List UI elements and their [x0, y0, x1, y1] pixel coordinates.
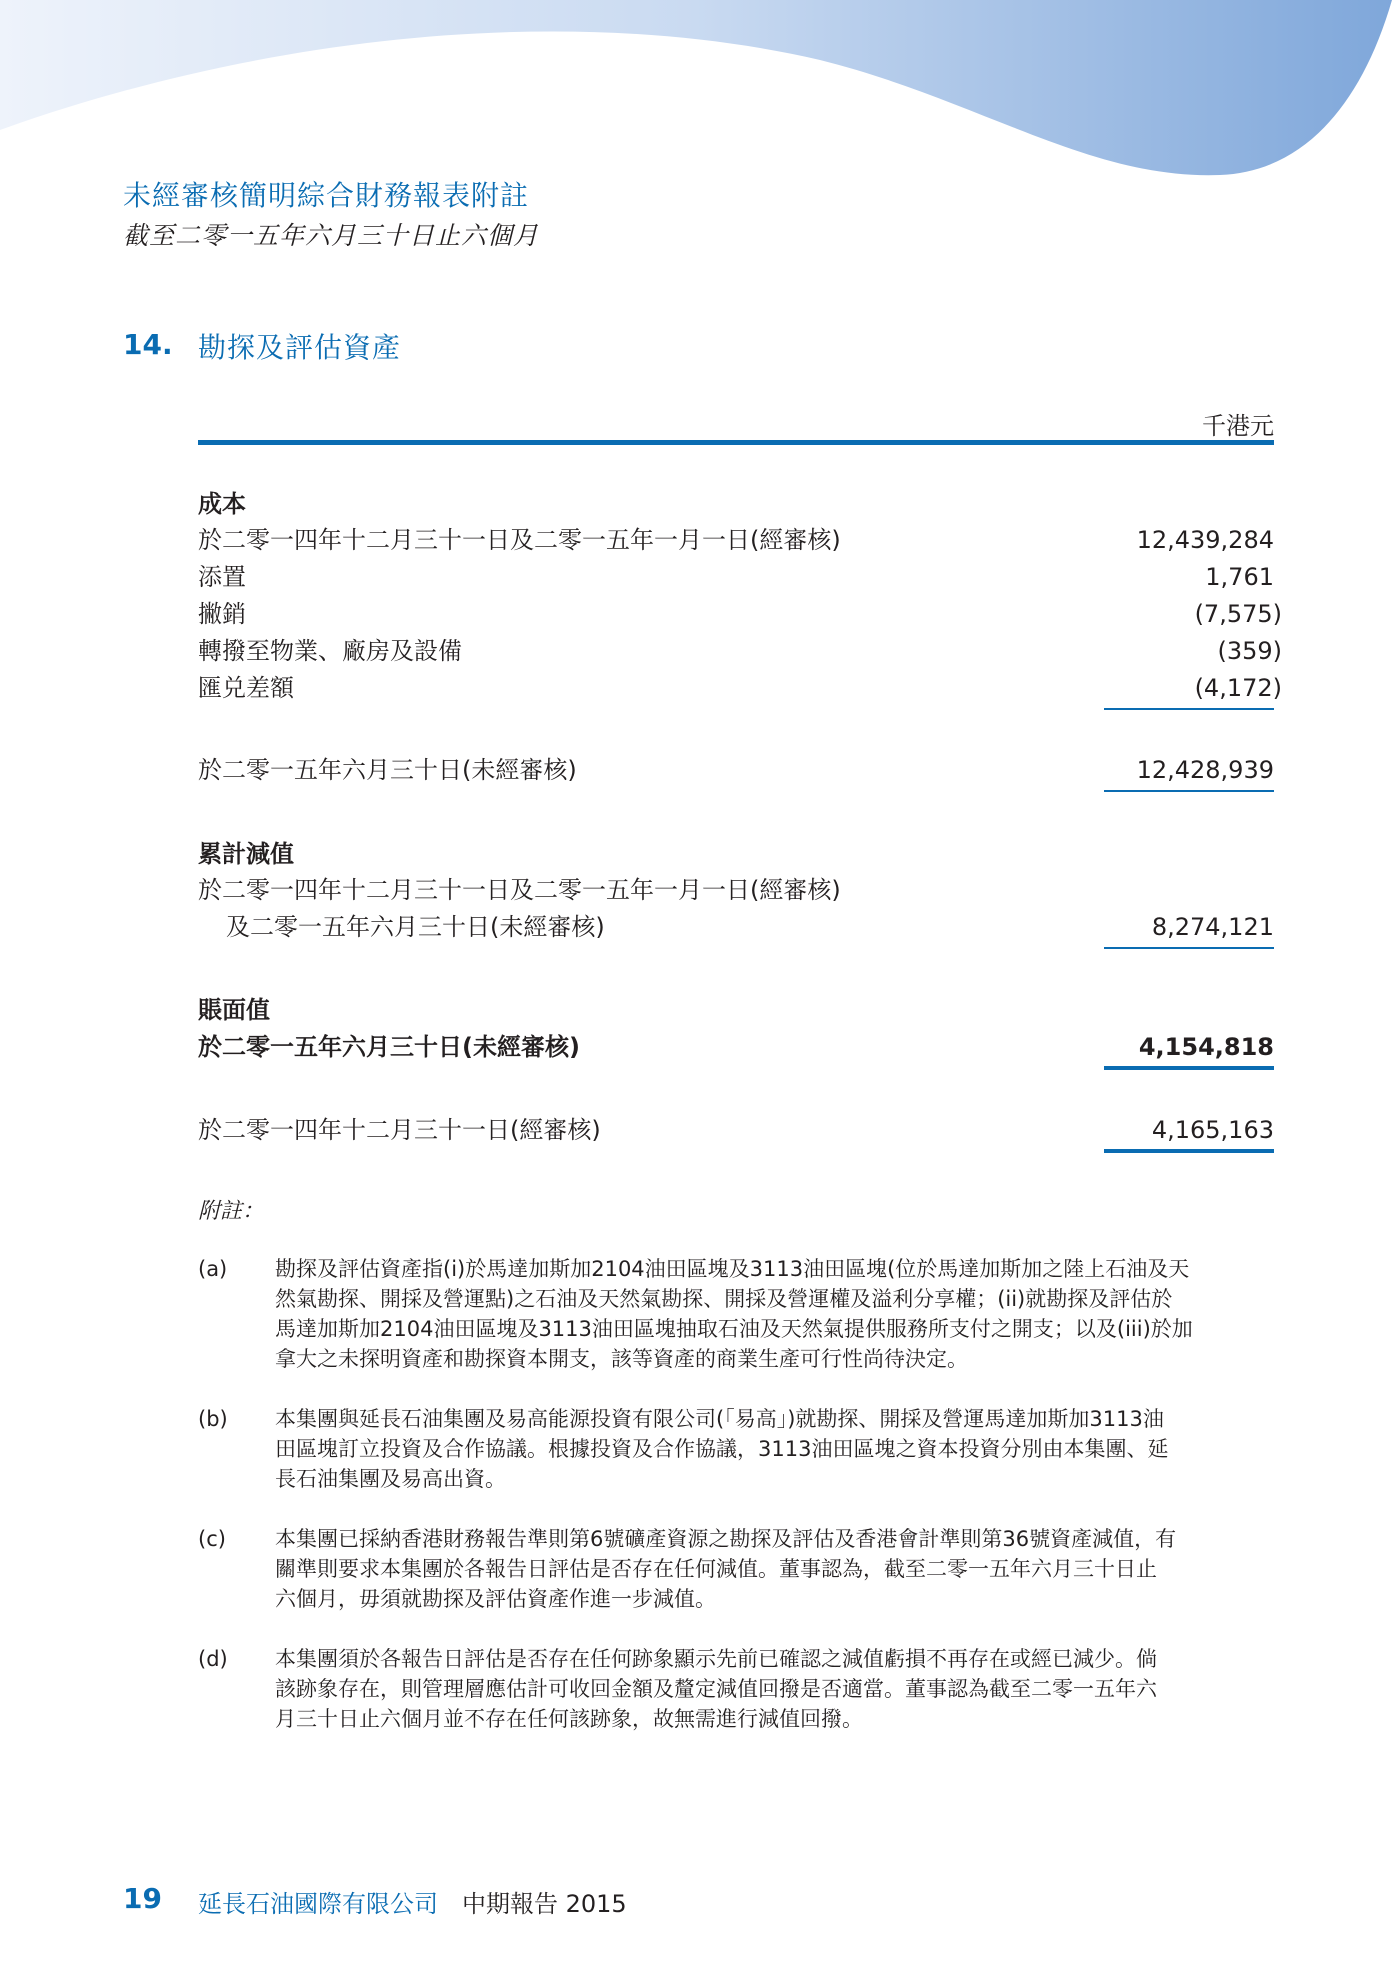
note-text: 本集團與延長石油集團及易高能源投資有限公司(「易高」)就勘探、開採及營運馬達加斯加3113油 田區塊訂立投資及合作協議。根據投資及合作協議，3113油田區塊之資本投資分別由本集團、延 長石油集團及易高出資。	[275, 1407, 1169, 1491]
impairment-label-line2: 及二零一五年六月三十日(未經審核)	[226, 913, 605, 941]
row-label: 撇銷	[198, 600, 246, 628]
carrying-prior-rule	[1104, 1149, 1274, 1153]
carrying-current-label: 於二零一五年六月三十日(未經審核)	[198, 1033, 580, 1061]
impairment-heading: 累計減值	[198, 840, 294, 868]
subtotal-rule	[1104, 708, 1274, 710]
carrying-prior-label: 於二零一四年十二月三十一日(經審核)	[198, 1116, 601, 1144]
notes-heading: 附註：	[198, 1199, 265, 1224]
note-number: 14.	[123, 328, 173, 361]
row-value: (7,575)	[1194, 600, 1282, 628]
header-wave-graphic	[0, 0, 1392, 200]
row-value: 1,761	[1205, 563, 1274, 591]
row-value: (4,172)	[1194, 674, 1282, 702]
cost-total-label: 於二零一五年六月三十日(未經審核)	[198, 756, 577, 784]
note-label: (c)	[198, 1527, 226, 1551]
row-label: 匯兑差額	[198, 674, 294, 702]
page-number: 19	[123, 1882, 162, 1915]
row-label: 添置	[198, 563, 246, 591]
impairment-value: 8,274,121	[1151, 913, 1274, 941]
currency-unit-header: 千港元	[1202, 412, 1274, 440]
note-text: 本集團已採納香港財務報告準則第6號礦產資源之勘探及評估及香港會計準則第36號資產減值，有 關準則要求本集團於各報告日評估是否存在任何減值。董事認為，截至二零一五年六月三十日止 六個月，毋須就勘探及評估資產作進一步減值。	[275, 1527, 1177, 1611]
total-rule	[1104, 790, 1274, 792]
note-text: 勘探及評估資產指(i)於馬達加斯加2104油田區塊及3113油田區塊(位於馬達加斯加之陸上石油及天 然氣勘探、開採及營運點)之石油及天然氣勘探、開採及營運權及溢利分享權；(ii)就勘探及評估於 馬達加斯加2104油田區塊及3113油田區塊抽取石油及天然氣提供服務所支付之開支；以及(iii)於加 拿大之未探明資產和勘探資本開支，該等資產的商業生產可行性尚待決定。	[275, 1257, 1193, 1371]
note-label: (d)	[198, 1647, 228, 1671]
row-value: 12,439,284	[1136, 526, 1274, 554]
report-section-title: 未經審核簡明綜合財務報表附註	[123, 179, 530, 212]
impairment-rule	[1104, 947, 1274, 949]
carrying-heading: 賬面值	[198, 996, 270, 1024]
row-value: (359)	[1217, 637, 1282, 665]
carrying-current-value: 4,154,818	[1138, 1033, 1274, 1061]
note-text: 本集團須於各報告日評估是否存在任何跡象顯示先前已確認之減值虧損不再存在或經已減少。倘 該跡象存在，則管理層應估計可收回金額及釐定減值回撥是否適當。董事認為截至二零一五年六 月三十日止六個月並不存在任何該跡象，故無需進行減值回撥。	[275, 1647, 1157, 1731]
row-label: 於二零一四年十二月三十一日及二零一五年一月一日(經審核)	[198, 526, 841, 554]
cost-heading: 成本	[198, 490, 246, 518]
row-label: 轉撥至物業、廠房及設備	[198, 637, 462, 665]
company-name: 延長石油國際有限公司	[198, 1890, 438, 1918]
note-label: (b)	[198, 1407, 228, 1431]
table-header-rule	[198, 440, 1274, 445]
report-period-subtitle: 截至二零一五年六月三十日止六個月	[123, 221, 540, 250]
carrying-prior-value: 4,165,163	[1151, 1116, 1274, 1144]
carrying-current-rule	[1104, 1066, 1274, 1070]
impairment-label-line1: 於二零一四年十二月三十一日及二零一五年一月一日(經審核)	[198, 876, 841, 904]
note-label: (a)	[198, 1257, 228, 1281]
report-name: 中期報告 2015	[462, 1890, 627, 1918]
note-title: 勘探及評估資產	[198, 331, 402, 364]
cost-total-value: 12,428,939	[1136, 756, 1274, 784]
